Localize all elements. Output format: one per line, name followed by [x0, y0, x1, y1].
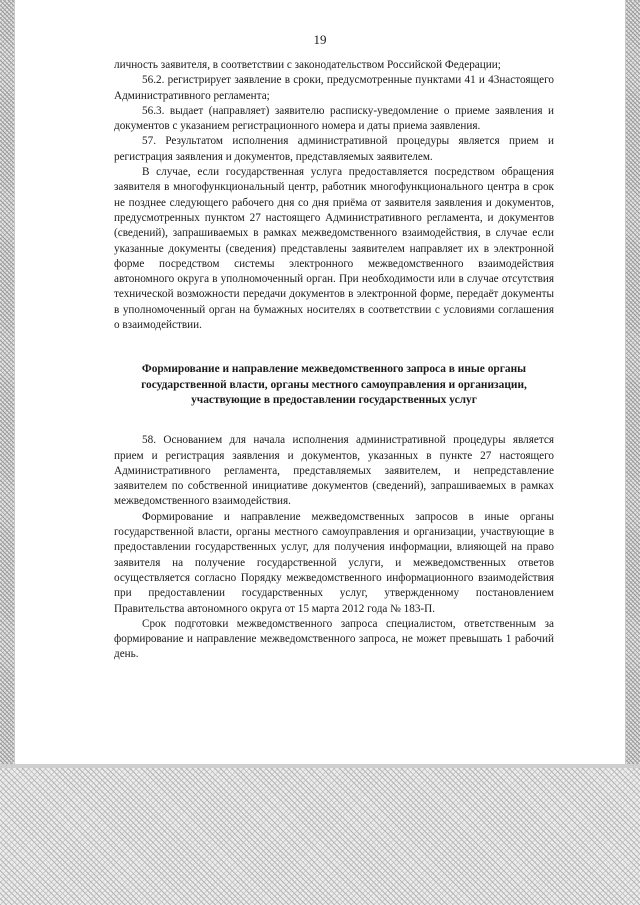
paragraph-57: 57. Результатом исполнения административной процедуры является прием и регистрация заявления и документов, представляемых заявителем. — [114, 135, 554, 163]
paragraph-56-2: 56.2. регистрирует заявление в сроки, предусмотренные пунктами 41 и 43настоящего Административного регламента; — [114, 74, 554, 102]
page-number: 19 — [313, 32, 327, 47]
scan-border-bottom — [0, 768, 640, 905]
paragraph-deadline: Срок подготовки межведомственного запроса специалистом, ответственным за формирование и направление межведомственного запроса, не может превышать 1 рабочий день. — [114, 617, 554, 661]
paragraph-continuation: личность заявителя, в соответствии с законодательством Российской Федерации; — [114, 59, 501, 71]
paragraph-58: 58. Основанием для начала исполнения административной процедуры является прием и регистрация заявления и документов, указанных в пункте 27 настоящего Административного регламента, представляемых заявителем, и непредставление заявителем по собственной инициативе документов (сведений), запрашиваемых в рамках межведомственного взаимодействия. — [114, 434, 554, 508]
paragraph-56-3: 56.3. выдает (направляет) заявителю расписку-уведомление о приеме заявления и документов с указанием регистрационного номера и даты приема заявления. — [114, 104, 554, 133]
document-body — [114, 58, 554, 663]
section-heading: Формирование и направление межведомственного запроса в иные органы государственной власти, органы местного самоуправления и организации, участвующие в предоставлении государственных услуг — [141, 363, 527, 406]
paragraph-requests: Формирование и направление межведомственных запросов в иные органы государственной власти, органы местного самоуправления и организации, участвующие в предоставлении государственных услуг, для получения информации, влияющей на право заявителя на получение государственной услуги, и межведомственных ответов осуществляется согласно Порядку межведомственного информационного взаимодействия при предоставлении государственных услуг, утвержденному постановлением Правительства автономного округа от 15 марта 2012 года № 183-П. — [114, 510, 554, 615]
paragraph-mfc: В случае, если государственная услуга предоставляется посредством обращения заявителя в многофункциональный центр, работник многофункционального центра в срок не позднее следующего рабочего дня со дня приёма от заявителя заявления и документов, предусмотренных пунктом 27 настоящего Административного регламента, и документов (сведений), запрашиваемых в рамках межведомственного взаимодействия, в случае если указанные документы (сведения) представлены заявителем направляет их в электронной форме посредством системы электронного межведомственного взаимодействия автономного округа в уполномоченный орган. При необходимости или в случае отсутствия технической возможности передачи документов в электронной форме, передаёт документы в уполномоченный орган на бумажных носителях в соответствии с условиями соглашения о взаимодействии. — [114, 166, 554, 332]
